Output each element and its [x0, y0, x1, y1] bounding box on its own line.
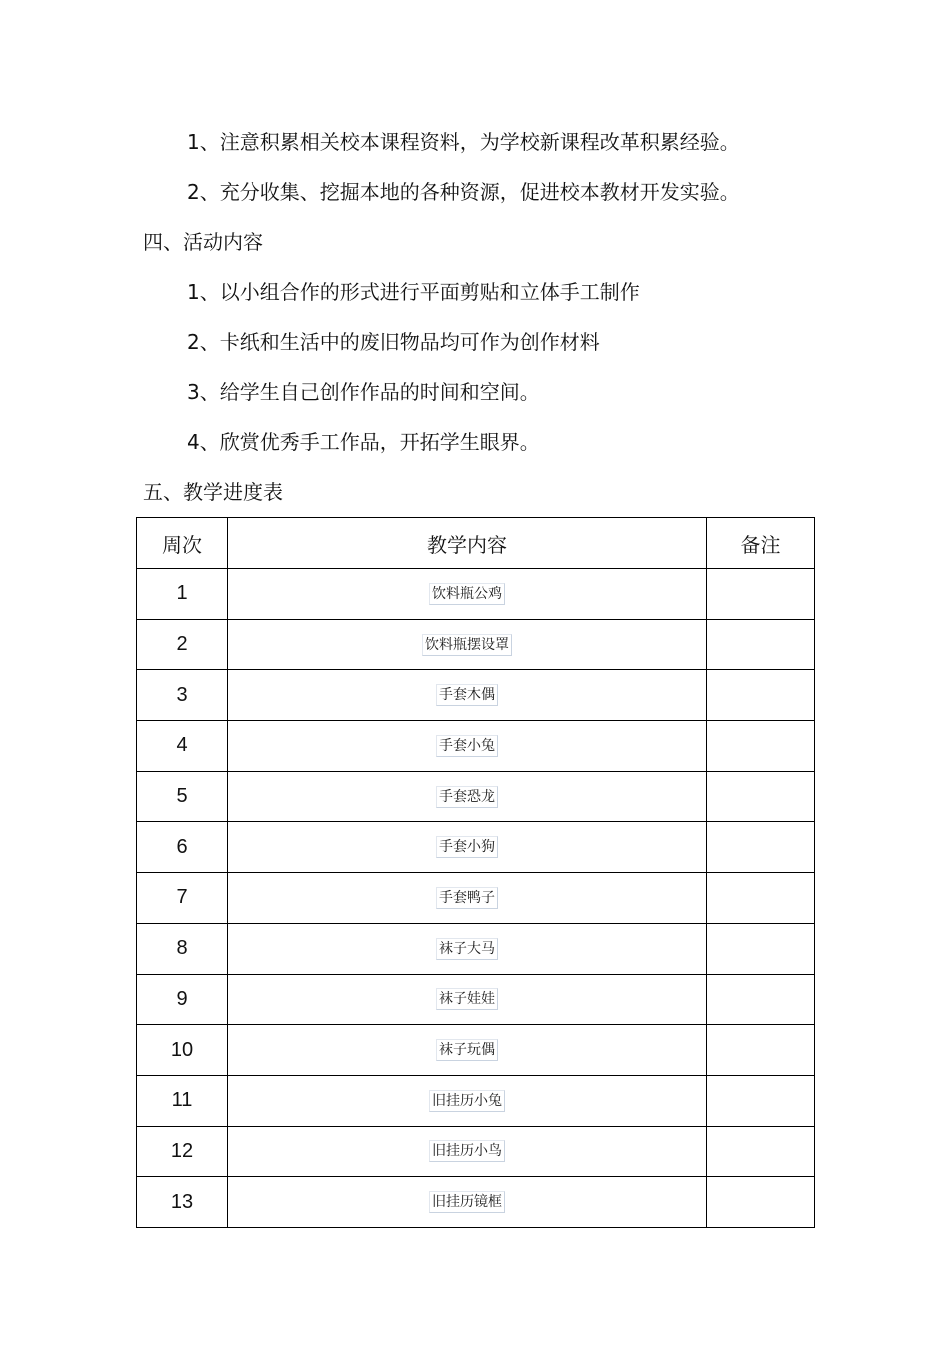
table-row: [137, 873, 815, 924]
section3-item-2: 2、充分收集、挖掘本地的各种资源，促进校本教材开发实验。: [187, 180, 740, 204]
section4-item-3: 3、给学生自己创作作品的时间和空间。: [187, 380, 540, 404]
content-cell: [228, 771, 707, 822]
content-cell: [228, 1075, 707, 1126]
note-cell: [707, 670, 815, 721]
table-row: [137, 1075, 815, 1126]
note-cell: [707, 619, 815, 670]
section4-heading: 四、活动内容: [143, 230, 263, 254]
week-cell: 2: [137, 619, 228, 670]
section4-item-2: 2、卡纸和生活中的废旧物品均可作为创作材料: [187, 330, 600, 354]
content-cell: [228, 619, 707, 670]
table-row: [137, 1177, 815, 1228]
content-text: 旧挂历镜框: [429, 1191, 505, 1213]
week-cell: 1: [137, 569, 228, 620]
note-cell: [707, 974, 815, 1025]
week-cell: 10: [137, 1025, 228, 1076]
content-cell: [228, 1025, 707, 1076]
section3-item-1: 1、注意积累相关校本课程资料，为学校新课程改革积累经验。: [187, 130, 740, 154]
table-row: [137, 670, 815, 721]
header-week: 周次: [137, 518, 228, 569]
table-row: [137, 1126, 815, 1177]
note-cell: [707, 1126, 815, 1177]
content-cell: [228, 1126, 707, 1177]
content-cell: [228, 873, 707, 924]
schedule-table: [136, 517, 815, 1228]
table-row: [137, 822, 815, 873]
section4-item-4: 4、欣赏优秀手工作品，开拓学生眼界。: [187, 430, 540, 454]
week-cell: 12: [137, 1126, 228, 1177]
week-cell: 7: [137, 873, 228, 924]
week-cell: 3: [137, 670, 228, 721]
note-cell: [707, 923, 815, 974]
week-cell: 4: [137, 721, 228, 772]
content-text: 袜子娃娃: [436, 988, 498, 1010]
table-row: [137, 923, 815, 974]
header-note: 备注: [707, 518, 815, 569]
content-cell: [228, 974, 707, 1025]
table-row: [137, 1025, 815, 1076]
content-text: 饮料瓶摆设罩: [422, 634, 512, 656]
content-cell: [228, 1177, 707, 1228]
content-text: 手套恐龙: [436, 786, 498, 808]
content-text: 旧挂历小兔: [429, 1090, 505, 1112]
note-cell: [707, 771, 815, 822]
week-cell: 5: [137, 771, 228, 822]
table-row: [137, 569, 815, 620]
content-cell: [228, 721, 707, 772]
note-cell: [707, 721, 815, 772]
week-cell: 8: [137, 923, 228, 974]
content-text: 手套鸭子: [436, 887, 498, 909]
content-cell: [228, 670, 707, 721]
note-cell: [707, 569, 815, 620]
table-row: [137, 619, 815, 670]
note-cell: [707, 1075, 815, 1126]
content-cell: [228, 569, 707, 620]
note-cell: [707, 1177, 815, 1228]
content-text: 手套小兔: [436, 735, 498, 757]
content-text: 手套木偶: [436, 684, 498, 706]
week-cell: 11: [137, 1075, 228, 1126]
note-cell: [707, 822, 815, 873]
section5-heading: 五、教学进度表: [143, 480, 283, 504]
header-content: 教学内容: [228, 518, 707, 569]
note-cell: [707, 873, 815, 924]
content-text: 旧挂历小鸟: [429, 1140, 505, 1162]
table-row: [137, 771, 815, 822]
content-text: 袜子玩偶: [436, 1039, 498, 1061]
table-row: [137, 721, 815, 772]
week-cell: 9: [137, 974, 228, 1025]
section4-item-1: 1、以小组合作的形式进行平面剪贴和立体手工制作: [187, 280, 640, 304]
week-cell: 13: [137, 1177, 228, 1228]
note-cell: [707, 1025, 815, 1076]
week-cell: 6: [137, 822, 228, 873]
content-cell: [228, 923, 707, 974]
content-text: 袜子大马: [436, 938, 498, 960]
content-text: 手套小狗: [436, 836, 498, 858]
table-header-row: [137, 518, 815, 569]
content-text: 饮料瓶公鸡: [429, 583, 505, 605]
content-cell: [228, 822, 707, 873]
table-row: [137, 974, 815, 1025]
